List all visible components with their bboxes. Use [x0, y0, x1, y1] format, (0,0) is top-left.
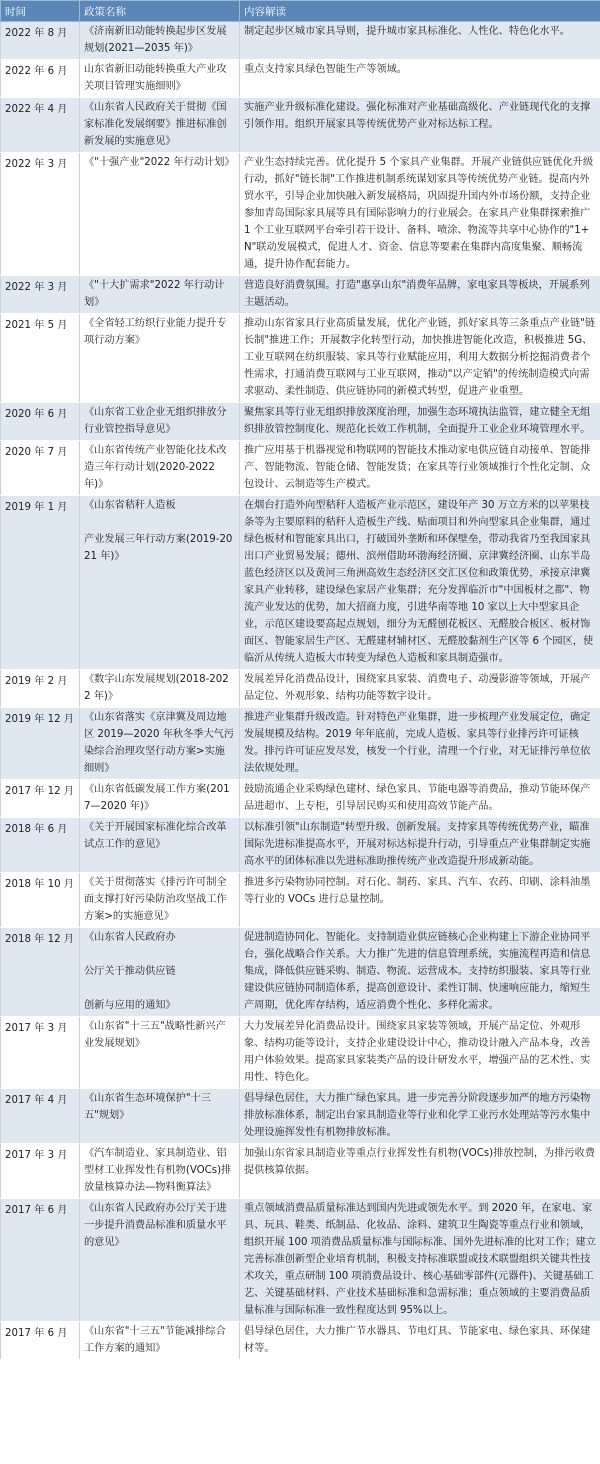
cell-policy-name: 山东省新旧动能转换重大产业攻关项目管理实施细则》: [80, 60, 240, 98]
cell-policy-name: 《关于开展国家标准化综合改革试点工作的意见》: [80, 818, 240, 873]
cell-time: 2017 年 3 月: [1, 1144, 80, 1199]
cell-content: 倡导绿色居住，大力推广节水器具、节电灯具、节能家电、绿色家具、环保建材等。: [240, 1322, 600, 1360]
table-row: [1, 441, 600, 496]
cell-content: 加强山东省家具制造业等重点行业挥发性有机物(VOCs)排放控制，为排污收费提供核算依据。: [240, 1144, 600, 1199]
table-row: [1, 314, 600, 403]
cell-content: 营造良好消费氛围。打造"惠享山东"消费年品牌，家电家具等板块，开展系列主题活动。: [240, 276, 600, 314]
cell-time: 2020 年 6 月: [1, 403, 80, 441]
table-row: [1, 780, 600, 818]
table-row: [1, 928, 600, 1017]
cell-content: 推广应用基于机器视觉和物联网的智能技术推动家电供应链自动接单、智能排产、智能物流、智能仓储、智能发货；在家具等行业领域推行个性化定制、众包设计、云制造等生产模式。: [240, 441, 600, 496]
cell-policy-name: 《山东省人民政府办公厅关于进一步提升消费品标准和质量水平的意见》: [80, 1199, 240, 1322]
table-row: [1, 60, 600, 98]
cell-time: 2017 年 4 月: [1, 1089, 80, 1144]
cell-time: 2020 年 7 月: [1, 441, 80, 496]
cell-content: 推进多污染物协同控制。对石化、制药、家具、汽车、农药、印刷、涂料油墨等行业的 VOCs 进行总量控制。: [240, 873, 600, 928]
cell-policy-name: 《关于贯彻落实《排污许可制全面支撑打好污染防治攻坚战工作方案>的实施意见》: [80, 873, 240, 928]
cell-time: 2017 年 12 月: [1, 780, 80, 818]
cell-policy-name: 《山东省"十三五"战略性新兴产业发展规划》: [80, 1017, 240, 1089]
cell-policy-name: 《山东省工业企业无组织排放分行业管控指导意见》: [80, 403, 240, 441]
cell-time: 2021 年 5 月: [1, 314, 80, 403]
cell-policy-name: 《山东省传统产业智能化技术改造三年行动计划(2020-2022 年)》: [80, 441, 240, 496]
cell-time: 2022 年 4 月: [1, 98, 80, 153]
header-time: 时间: [1, 1, 80, 22]
table-row: [1, 153, 600, 276]
cell-content: 重点支持家具绿色智能生产等领域。: [240, 60, 600, 98]
table-body: [1, 22, 600, 1360]
cell-policy-name: 《山东省落实《京津冀及周边地区 2019—2020 年秋冬季大气污染综合治理攻坚行动方案>实施细则》: [80, 708, 240, 780]
header-content: 内容解读: [240, 1, 600, 22]
cell-time: 2022 年 3 月: [1, 153, 80, 276]
cell-time: 2019 年 2 月: [1, 670, 80, 708]
cell-content: 重点领域消费品质量标准达到国内先进或领先水平。到 2020 年，在家电、家具、玩具、鞋类、纸制品、化妆品、涂料、建筑卫生陶瓷等重点行业和领域，组织开展 100 项消费品质量标准与国际标准、国外先进标准的比对工作；建立完善标准创新型企业培育机制，积极支持标准联盟或技术联盟组织关键共性技术攻关，重点研制 100 项消费品设计、核心基础零部件(元器件)、关键基础工艺、关键基础材料、产业技术基础标准和急需标准；重点领域的主要消费品质量标准与国际标准一致性程度达到 95%以上。: [240, 1199, 600, 1322]
table-header-row: [1, 1, 600, 22]
cell-content: 实施产业升级标准化建设。强化标准对产业基础高级化、产业链现代化的支撑引领作用。组织开展家具等传统优势产业对标达标工程。: [240, 98, 600, 153]
cell-content: 促进制造协同化、智能化。支持制造业供应链核心企业构建上下游企业协同平台，强化战略合作关系。大力推广先进的信息管理系统，实施流程再造和信息集成，降低供应链采购、制造、物流、运营成本。支持纺织服装、家具等行业建设供应链协同制造体系，提高创意设计、柔性订制、快速响应能力，缩短生产周期，优化库存结构，适应消费个性化、多样化需求。: [240, 928, 600, 1017]
table-row: [1, 276, 600, 314]
cell-time: 2017 年 3 月: [1, 1017, 80, 1089]
table-row: [1, 496, 600, 670]
cell-time: 2017 年 6 月: [1, 1199, 80, 1322]
table-row: [1, 1017, 600, 1089]
table-row: [1, 1199, 600, 1322]
table-row: [1, 22, 600, 60]
table-row: [1, 98, 600, 153]
cell-time: 2018 年 6 月: [1, 818, 80, 873]
table-row: [1, 1322, 600, 1360]
table-row: [1, 818, 600, 873]
cell-content: 产业生态持续完善。优化提升 5 个家具产业集群。开展产业链供应链优化升级行动，抓好"链长制"工作推进机制系统谋划家具等传统优势产业链。提高内外贸水平，引导企业加快融入新发展格局，巩固提升国内外市场份额，支持企业参加青岛国际家具展等具有国际影响力的行业展会。在家具产业集群探索推广 1 个工业互联网平台牵引若干设计、备料、喷涂、物流等共享中心协作的"1+N"联动发展模式，促进人才、资金、信息等要素在集群内高度集聚、顺畅流通，提升协作配套能力。: [240, 153, 600, 276]
header-policy-name: 政策名称: [80, 1, 240, 22]
cell-time: 2017 年 6 月: [1, 1322, 80, 1360]
table-row: [1, 708, 600, 780]
cell-policy-name: 《山东省"十三五"节能减排综合工作方案的通知》: [80, 1322, 240, 1360]
cell-time: 2022 年 8 月: [1, 22, 80, 60]
cell-policy-name: 《山东省人民政府办 公厅关于推动供应链 创新与应用的通知》: [80, 928, 240, 1017]
cell-policy-name: 《山东省秸秆人造板 产业发展三年行动方案(2019-2021 年)》: [80, 496, 240, 670]
cell-content: 制定起步区城市家具导则，提升城市家具标准化、人性化、特色化水平。: [240, 22, 600, 60]
cell-content: 聚焦家具等行业无组织排放深度治理，加强生态环境执法监管，建立健全无组织排放管控制度化、规范化长效工作机制，全面提升工业企业环境管理水平。: [240, 403, 600, 441]
cell-content: 倡导绿色居住，大力推广绿色家具。进一步完善分阶段逐步加严的地方污染物排放标准体系，制定出台家具制造业等行业和化学工业污水处理站等污水集中处理设施挥发性有机物排放标准。: [240, 1089, 600, 1144]
table-row: [1, 670, 600, 708]
cell-policy-name: 《济南新旧动能转换起步区发展规划(2021—2035 年)》: [80, 22, 240, 60]
cell-content: 大力发展差异化消费品设计。围绕家具家装等领域，开展产品定位、外观形象、结构功能等设计，支持企业建设设计中心，推动设计融入产品本身，改善用户体验效果。提高家具家装类产品的设计研发水平，增强产品的艺术性、实用性、特色化。: [240, 1017, 600, 1089]
cell-content: 发展差异化消费品设计，围绕家具家装、消费电子、动漫影游等领域，开展产品定位、外观形象、结构功能等数字设计。: [240, 670, 600, 708]
cell-time: 2022 年 6 月: [1, 60, 80, 98]
cell-time: 2018 年 10 月: [1, 873, 80, 928]
table-row: [1, 1089, 600, 1144]
cell-policy-name: 《"十强产业"2022 年行动计划》: [80, 153, 240, 276]
table-row: [1, 403, 600, 441]
cell-content: 推动山东省家具行业高质量发展，优化产业链，抓好家具等三条重点产业链"链长制"推进工作；开展数字化转型行动，加快推进智能化改造，积极推进 5G、工业互联网在纺织服装、家具等行业赋能应用，利用大数据分析挖掘消费者个性需求，打通消费互联网与工业互联网，推动"以产定销"的传统制造模式向需求驱动、柔性制造、供应链协同的新模式转型，促进产业重塑。: [240, 314, 600, 403]
cell-content: 鼓励流通企业采购绿色建材、绿色家具、节能电器等消费品，推动节能环保产品进超市、上专柜，引导居民购买和使用高效节能产品。: [240, 780, 600, 818]
cell-policy-name: 《"十大扩需求"2022 年行动计划》: [80, 276, 240, 314]
cell-content: 以标准引领"山东制造"转型升级、创新发展。支持家具等传统优势产业，瞄准国际先进标准提高水平，开展对标达标提升行动，引导重点产业集群制定实施高水平的团体标准以先进标准助推传统产业改造提升形成新动能。: [240, 818, 600, 873]
cell-policy-name: 《山东省人民政府关于贯彻《国家标准化发展纲要》推进标准创新发展的实施意见》: [80, 98, 240, 153]
table-row: [1, 1144, 600, 1199]
cell-policy-name: 《山东省低碳发展工作方案(2017—2020 年)》: [80, 780, 240, 818]
cell-content: 在烟台打造外向型秸秆人造板产业示范区，建设年产 30 万立方米的以苹果枝条等为主要原料的秸秆人造板生产线、贴面项目和外向型家具企业集群，通过绿色板材和智能家具出口，打破国外垄断和环保壁垒，带动我省乃至我国家具出口产业贸易发展；德州、滨州借助环渤海经济圈、京津冀经济圈、山东半岛蓝色经济区以及黄河三角洲高效生态经济区交汇区位和政策优势，承接京津冀家具产业转移，建设绿色家居产业集群；充分发挥临沂市"中国板材之都"、物流产业发达的优势，加大招商力度，引进华南等地 10 家以上大中型家具企业，示范区建设要高起点规划，细分为无醛刨花板区、无醛胶合板区、板材饰面区、智能家居生产区、无醛建材辅材区、无醛胶黏剂生产区等 6 个园区，使临沂从传统人造板大市转变为绿色人造板和家具制造强市。: [240, 496, 600, 670]
cell-content: 推进产业集群升级改造。针对特色产业集群，进一步梳理产业发展定位，确定发展规模及结构。2019 年年底前，完成人造板、家具等行业排污许可证核发。排污许可证应发尽发，核发一个行业，清理一个行业，对无证排污单位依法依规处理。: [240, 708, 600, 780]
cell-policy-name: 《山东省生态环境保护"十三五"规划》: [80, 1089, 240, 1144]
cell-policy-name: 《汽车制造业、家具制造业、铝型材工业挥发性有机物(VOCs)排放量核算办法—物料衡算法》: [80, 1144, 240, 1199]
cell-policy-name: 《数字山东发展规划(2018-2022 年)》: [80, 670, 240, 708]
cell-time: 2019 年 12 月: [1, 708, 80, 780]
cell-policy-name: 《全省轻工纺织行业能力提升专项行动方案》: [80, 314, 240, 403]
cell-time: 2022 年 3 月: [1, 276, 80, 314]
cell-time: 2018 年 12 月: [1, 928, 80, 1017]
table-row: [1, 873, 600, 928]
cell-time: 2019 年 1 月: [1, 496, 80, 670]
